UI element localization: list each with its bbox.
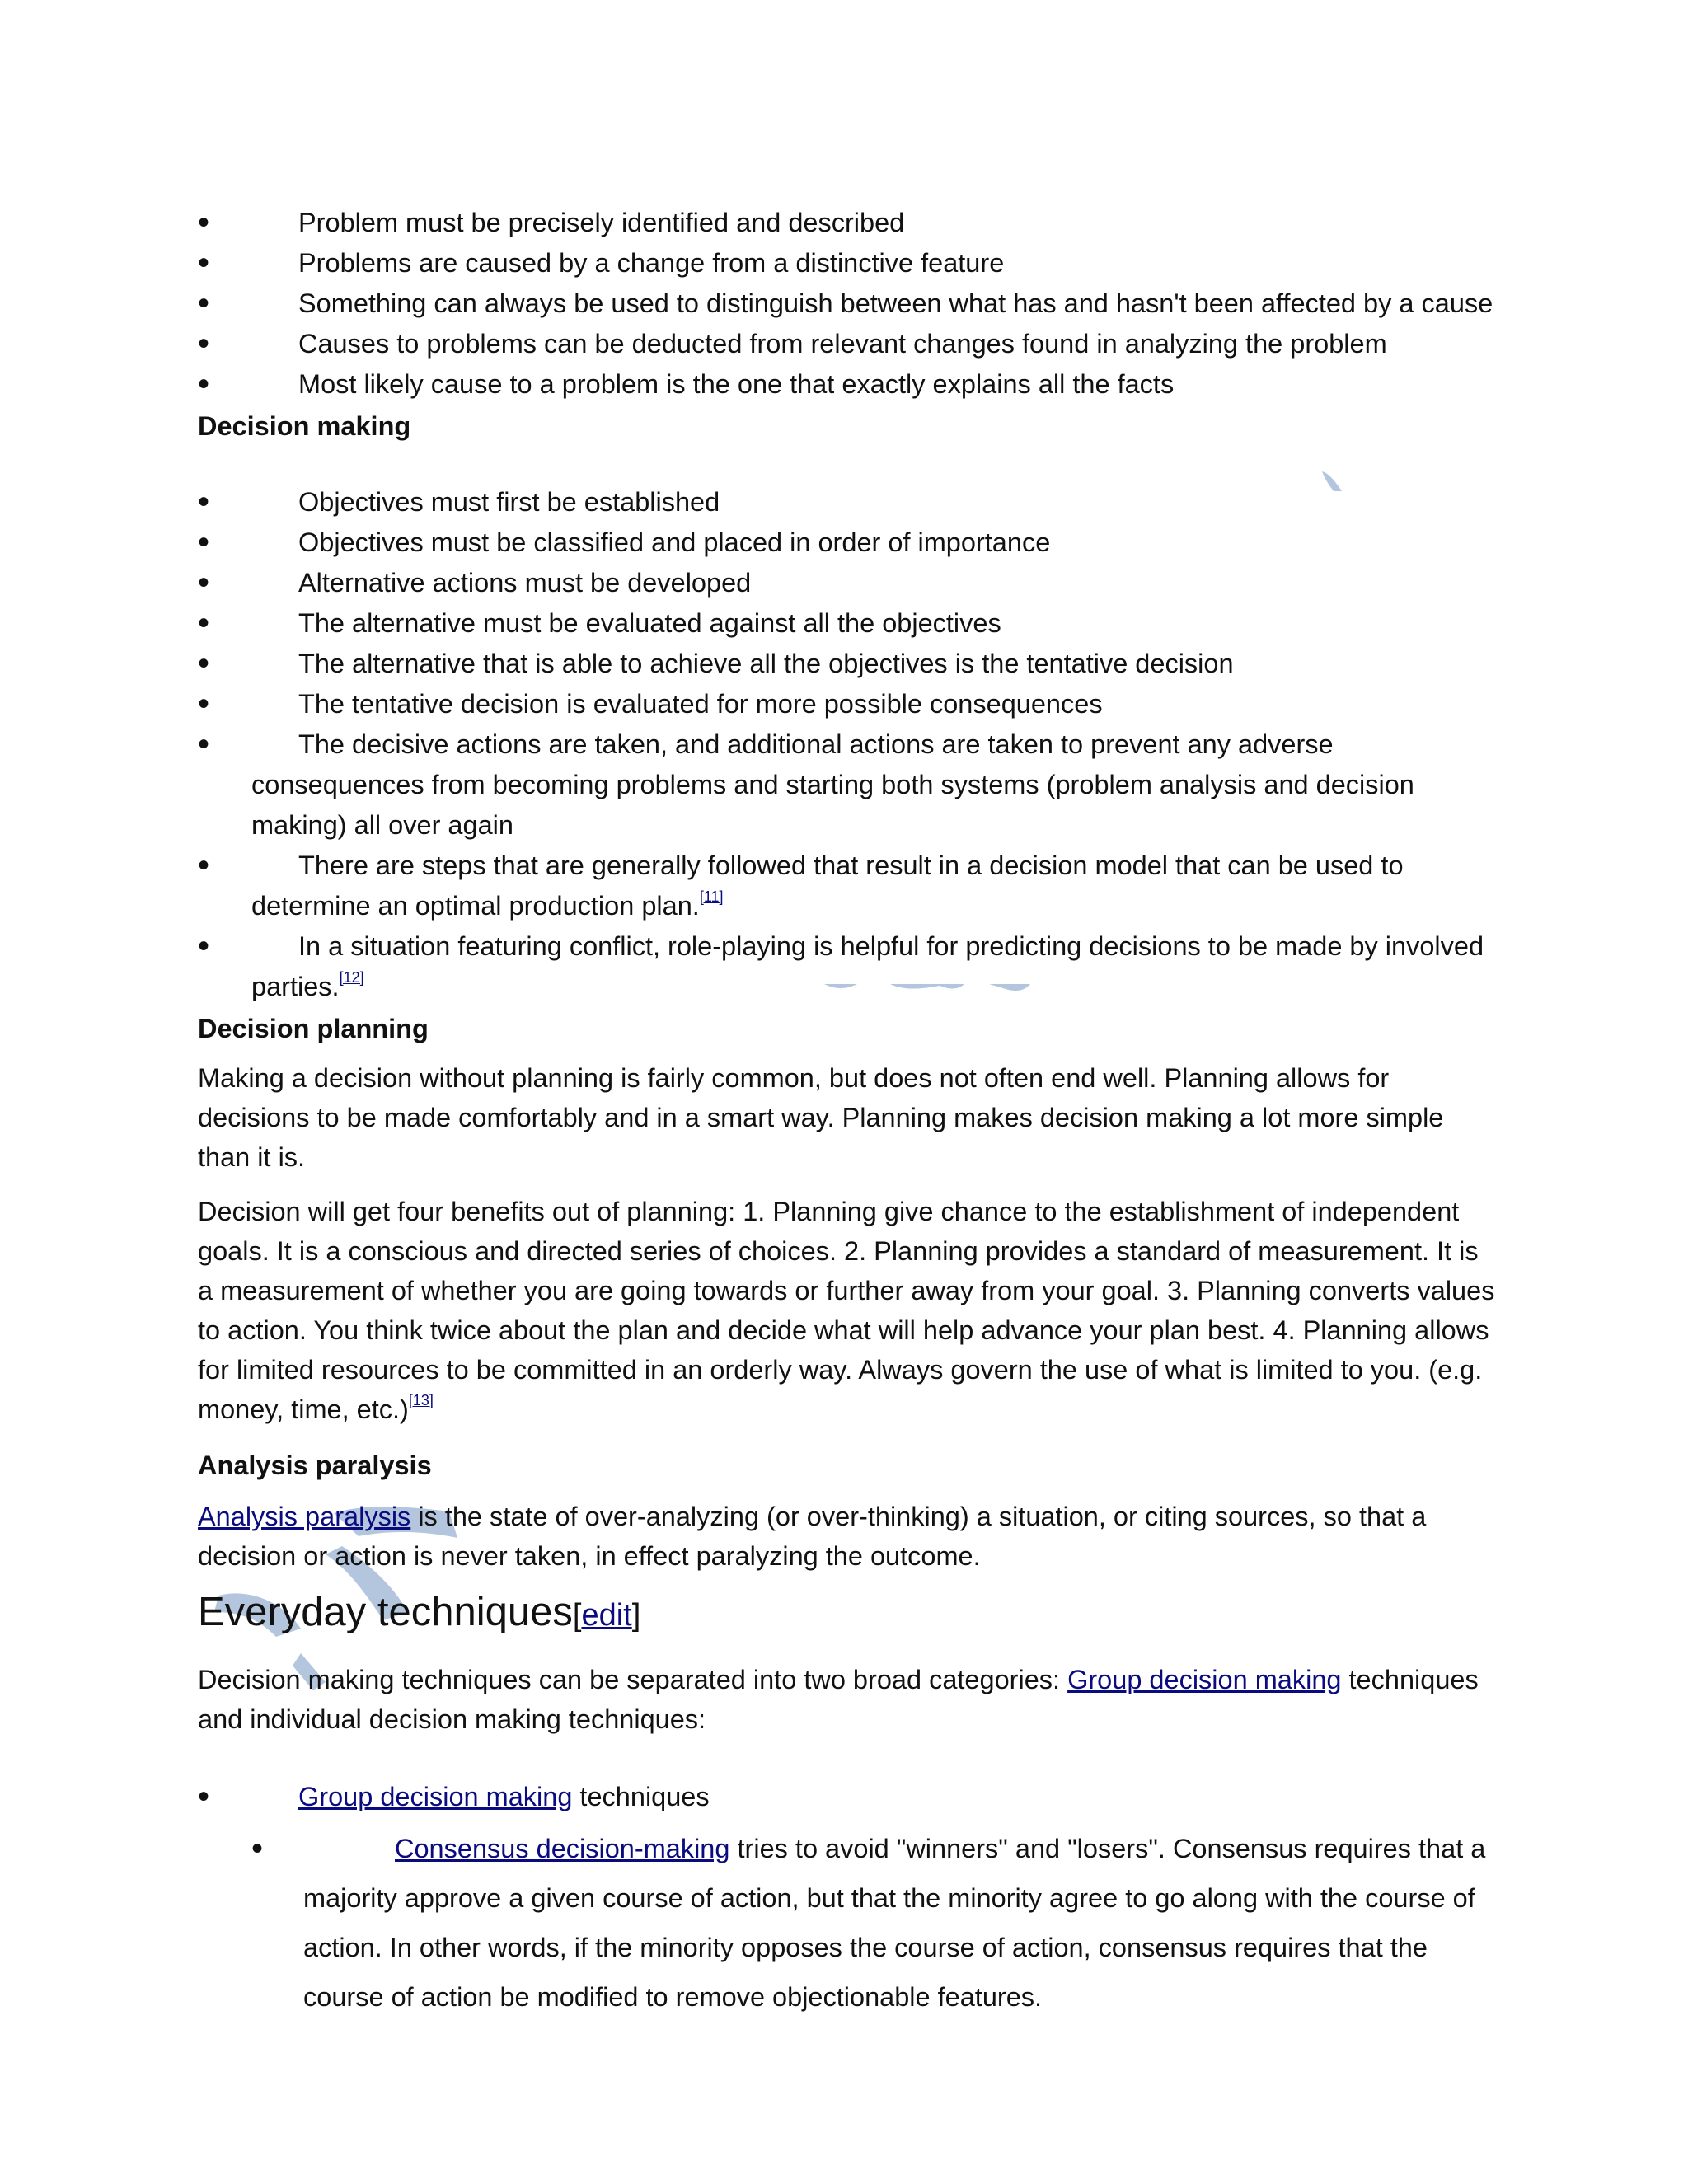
bracket: [ <box>572 1598 582 1633</box>
techniques-list <box>198 1777 1500 1817</box>
paragraph-text: is the state of over-analyzing (or over-thinking) a situation, or citing sources, so that a decision or action is never taken, in effect paralyzing the outcome. <box>198 1502 1427 1571</box>
reference-link[interactable]: [13] <box>408 1392 434 1408</box>
section-heading-decision-planning: Decision planning <box>198 1014 429 1043</box>
paragraph <box>198 1660 1500 1739</box>
group-decision-making-link[interactable]: Group decision making <box>1067 1665 1342 1694</box>
reference-link[interactable]: [12] <box>339 969 364 986</box>
section-heading-decision-making: Decision making <box>198 411 411 441</box>
paragraph-text: Decision making techniques can be separated into two broad categories: <box>198 1665 1068 1694</box>
list-item: • The alternative that is able to achieve all the objectives is the tentative decision <box>198 644 1500 684</box>
list-item <box>198 1824 1500 2022</box>
list-item: • Alternative actions must be developed <box>198 563 1500 603</box>
reference-link[interactable]: [11] <box>699 888 724 905</box>
list-item: • Most likely cause to a problem is the one that exactly explains all the facts <box>198 364 1500 405</box>
list-item <box>198 846 1500 926</box>
paragraph: Making a decision without planning is fairly common, but does not often end well. Planning allows for decisions to be made comfortably and in a smart way. Planning makes decision making a lot more simple than it is. <box>198 1063 1444 1172</box>
paragraph-text: Decision will get four benefits out of planning: 1. Planning give chance to the establishment of independent goals. It is a conscious and directed series of choices. 2. Planning provides a standard of measurement. It is a measurement of whether you are going towards or further away from your goal. 3. Planning converts values to action. You think twice about the plan and decide what will help advance your plan best. 4. Planning allows for limited resources to be committed in an orderly way. Always govern the use of what is limited to you. (e.g. money, time, etc.) <box>198 1197 1495 1424</box>
paragraph-text: techniques and individual decision making techniques: <box>198 1665 1479 1734</box>
list-item-text: techniques <box>572 1782 710 1811</box>
list-item: • Something can always be used to distinguish between what has and hasn't been affected by a cause <box>198 284 1500 324</box>
list-item: • The decisive actions are taken, and additional actions are taken to prevent any adverse consequences from becoming problems and starting both systems (problem analysis and decision making) all over again <box>198 724 1500 846</box>
list-item-text: There are steps that are generally followed that result in a decision model that can be used to determine an optimal production plan. <box>251 851 1404 921</box>
list-item: • The alternative must be evaluated against all the objectives <box>198 603 1500 644</box>
paragraph <box>198 1497 1500 1576</box>
list-item-text: tries to avoid "winners" and "losers". Consensus requires that a majority approve a given course of action, but that the minority agree to go along with the course of action. In other words, if the minority opposes the course of action, consensus requires that the course of action be modified to remove objectionable features. <box>303 1834 1486 2012</box>
list-item: • Problems are caused by a change from a distinctive feature <box>198 243 1500 284</box>
heading-everyday-techniques <box>198 1587 1500 1640</box>
analysis-paralysis-link[interactable]: Analysis paralysis <box>198 1502 411 1531</box>
heading-text: Everyday techniques <box>198 1590 573 1634</box>
decision-making-list <box>198 482 1500 1007</box>
list-item: • Objectives must first be established <box>198 482 1500 523</box>
list-item: • The tentative decision is evaluated for more possible consequences <box>198 684 1500 724</box>
edit-section <box>573 1598 640 1633</box>
group-decision-making-link[interactable]: Group decision making <box>298 1782 573 1811</box>
bracket: ] <box>631 1598 641 1633</box>
edit-link[interactable]: edit <box>581 1598 632 1633</box>
list-item: • Objectives must be classified and placed in order of importance <box>198 523 1500 563</box>
paragraph <box>198 1192 1500 1429</box>
list-item: • Problem must be precisely identified and described <box>198 203 1500 243</box>
list-item <box>198 926 1500 1007</box>
problem-analysis-list <box>198 203 1500 405</box>
list-item-text: In a situation featuring conflict, role-playing is helpful for predicting decisions to be made by involved parties. <box>251 931 1484 1001</box>
consensus-decision-making-link[interactable]: Consensus decision-making <box>395 1834 730 1863</box>
group-techniques-sublist <box>198 1824 1500 2022</box>
section-heading-analysis-paralysis: Analysis paralysis <box>198 1451 432 1480</box>
list-item <box>198 1777 1500 1817</box>
document-page <box>198 203 1500 2022</box>
list-item: • Causes to problems can be deducted from relevant changes found in analyzing the problem <box>198 324 1500 364</box>
